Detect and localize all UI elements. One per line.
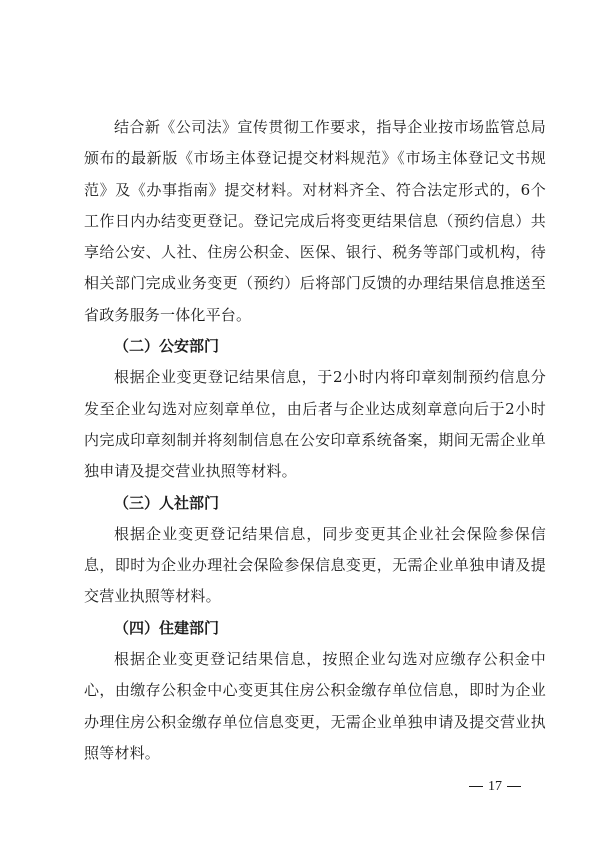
heading-human-resources: （三）人社部门 xyxy=(114,493,220,512)
page-number: 17 xyxy=(488,779,502,794)
footer-dash-left xyxy=(469,786,483,787)
document-body xyxy=(84,112,546,769)
page-footer xyxy=(460,777,530,797)
footer-dash-right xyxy=(507,786,521,787)
paragraph-registration: 结合新《公司法》宣传贯彻工作要求，指导企业按市场监管总局颁布的最新版《市场主体登记提交材料规范》《市场主体登记文书规范》及《办事指南》提交材料。对材料齐全、符合法定形式的，6个工作日内办结变更登记。登记完成后将变更结果信息（预约信息）共享给公安、人社、住房公积金、医保、银行、税务等部门或机构，待相关部门完成业务变更（预约）后将部门反馈的办理结果信息推送至省政务服务一体化平台。 xyxy=(84,118,546,324)
paragraph-housing-construction: 根据企业变更登记结果信息，按照企业勾选对应缴存公积金中心，由缴存公积金中心变更其住房公积金缴存单位信息，即时为企业办理住房公积金缴存单位信息变更，无需企业单独申请及提交营业执照等材料。 xyxy=(84,650,546,762)
paragraph-public-security: 根据企业变更登记结果信息，于2小时内将印章刻制预约信息分发至企业勾选对应刻章单位，由后者与企业达成刻章意向后于2小时内完成印章刻制并将刻制信息在公安印章系统备案，期间无需企业单独申请及提交营业执照等材料。 xyxy=(84,368,546,481)
paragraph-human-resources: 根据企业变更登记结果信息，同步变更其企业社会保险参保信息，即时为企业办理社会保险参保信息变更，无需企业单独申请及提交营业执照等材料。 xyxy=(84,524,546,606)
heading-housing-construction: （四）住建部门 xyxy=(114,618,220,637)
heading-public-security: （二）公安部门 xyxy=(114,337,220,356)
